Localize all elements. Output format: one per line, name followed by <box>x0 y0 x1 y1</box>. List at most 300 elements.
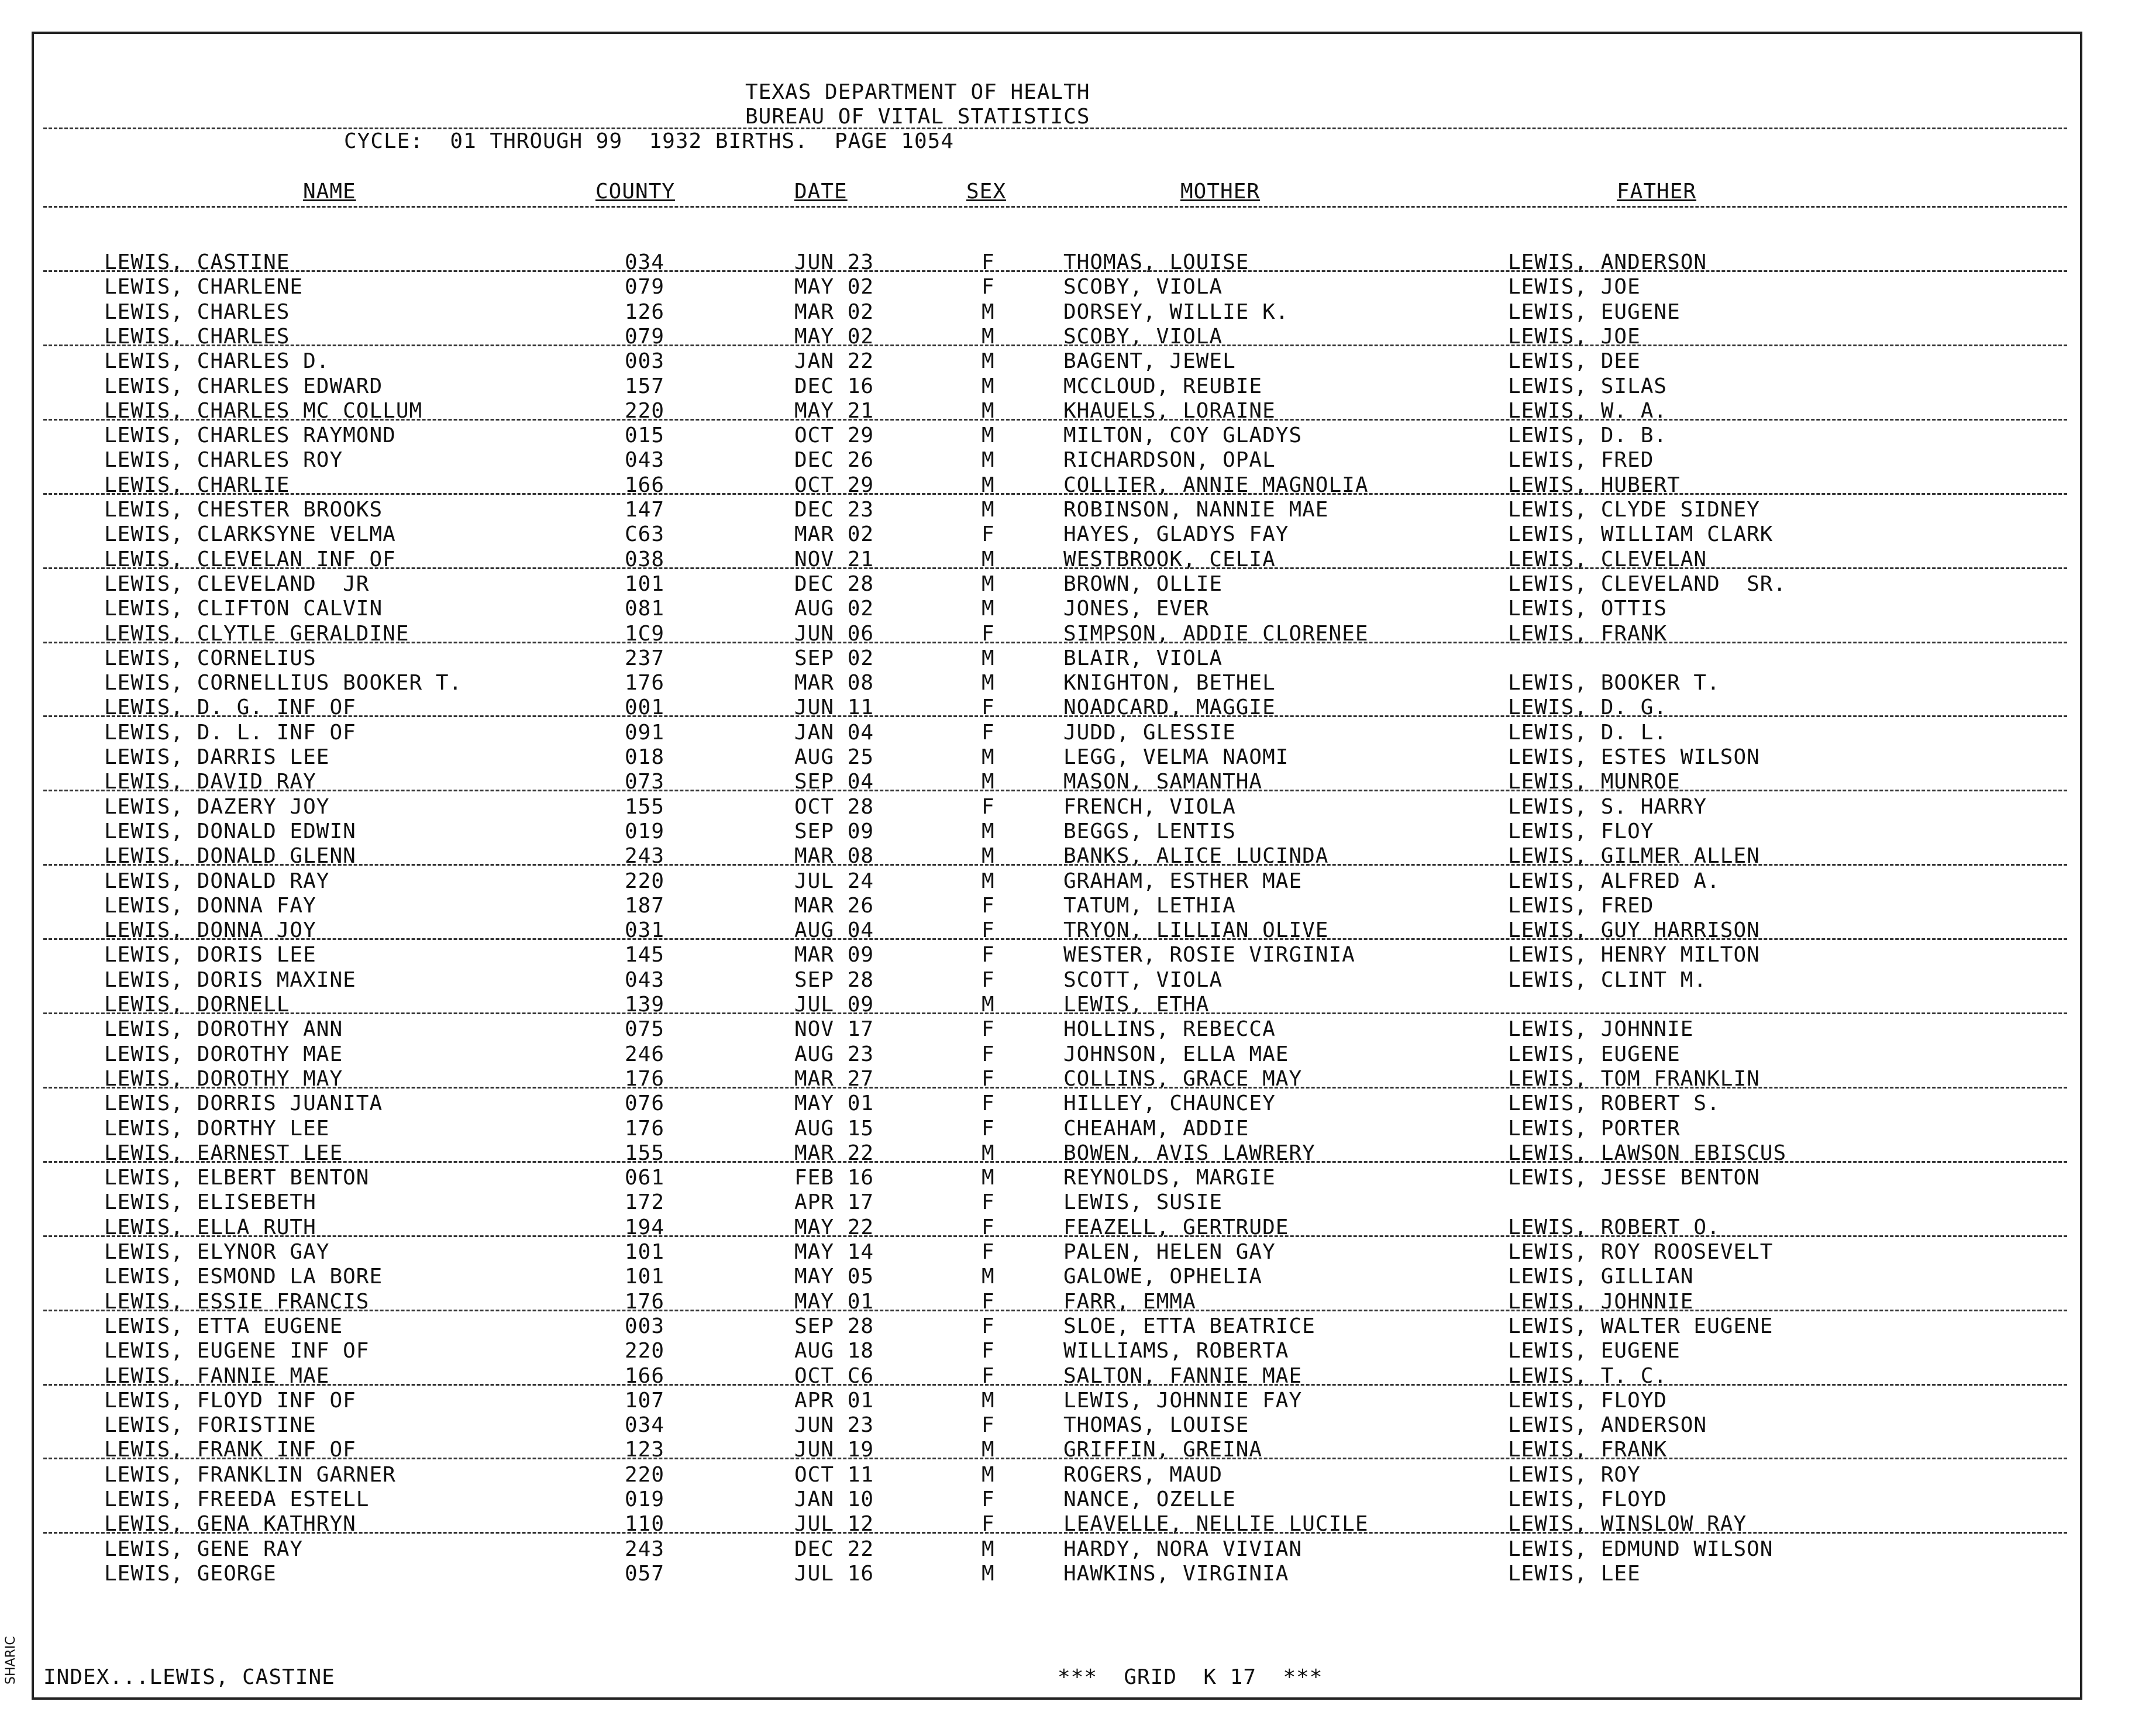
cell-county: 076 <box>625 1091 665 1116</box>
cell-name: LEWIS, ELLA RUTH <box>104 1215 316 1239</box>
table-row <box>34 275 2080 299</box>
column-header-county: COUNTY <box>595 180 676 204</box>
header-bureau: BUREAU OF VITAL STATISTICS <box>745 105 1090 129</box>
cell-county: 003 <box>625 1314 665 1338</box>
cell-sex: F <box>982 918 995 943</box>
cell-date: MAY 22 <box>794 1215 874 1239</box>
cell-father: LEWIS, FLOYD <box>1508 1487 1668 1511</box>
cell-name: LEWIS, FRANKLIN GARNER <box>104 1462 396 1487</box>
cell-date: JUL 16 <box>794 1561 874 1586</box>
cell-mother: JUDD, GLESSIE <box>1063 720 1236 745</box>
cell-name: LEWIS, ELBERT BENTON <box>104 1166 370 1190</box>
cell-sex: F <box>982 1240 995 1264</box>
cell-father: LEWIS, D. L. <box>1508 720 1668 745</box>
cell-mother: MCCLOUD, REUBIE <box>1063 374 1263 398</box>
cell-sex: F <box>982 893 995 918</box>
cell-sex: F <box>982 720 995 745</box>
row-group-divider <box>43 567 2067 569</box>
cell-county: 176 <box>625 1289 665 1314</box>
cell-name: LEWIS, DORTHY LEE <box>104 1116 330 1141</box>
cell-date: JUN 11 <box>794 695 874 720</box>
cell-county: 194 <box>625 1215 665 1239</box>
cell-mother: LEWIS, SUSIE <box>1063 1190 1223 1215</box>
cell-mother: BOWEN, AVIS LAWRERY <box>1063 1141 1316 1165</box>
cell-mother: REYNOLDS, MARGIE <box>1063 1166 1276 1190</box>
cell-name: LEWIS, CHARLES RAYMOND <box>104 423 396 448</box>
column-header-divider <box>43 206 2067 208</box>
cell-county: 043 <box>625 967 665 992</box>
cell-mother: BLAIR, VIOLA <box>1063 646 1223 670</box>
cell-county: 038 <box>625 547 665 571</box>
cell-father: LEWIS, DEE <box>1508 349 1641 374</box>
cell-county: 101 <box>625 1265 665 1289</box>
cell-date: JUN 19 <box>794 1438 874 1462</box>
cell-father: LEWIS, WILLIAM CLARK <box>1508 522 1774 547</box>
cell-date: MAR 22 <box>794 1141 874 1165</box>
table-row <box>34 1413 2080 1438</box>
cell-father: LEWIS, WINSLOW RAY <box>1508 1512 1747 1537</box>
cell-mother: WESTBROOK, CELIA <box>1063 547 1276 571</box>
table-row <box>34 1190 2080 1215</box>
table-row <box>34 448 2080 473</box>
cell-sex: F <box>982 250 995 274</box>
cell-father: LEWIS, FRED <box>1508 893 1654 918</box>
cell-father: LEWIS, CLEVELAN <box>1508 547 1707 571</box>
cell-name: LEWIS, DONNA FAY <box>104 893 316 918</box>
table-row <box>34 721 2080 745</box>
cell-date: MAR 08 <box>794 671 874 695</box>
cell-sex: M <box>982 1388 995 1413</box>
cell-sex: F <box>982 1512 995 1537</box>
cell-sex: F <box>982 943 995 967</box>
cell-name: LEWIS, ESSIE FRANCIS <box>104 1289 370 1314</box>
cell-mother: TRYON, LILLIAN OLIVE <box>1063 918 1329 943</box>
table-row <box>34 819 2080 844</box>
cell-county: 057 <box>625 1561 665 1586</box>
cell-date: MAR 08 <box>794 844 874 869</box>
cell-father: LEWIS, GILLIAN <box>1508 1265 1694 1289</box>
cell-sex: M <box>982 1438 995 1462</box>
cell-county: 079 <box>625 324 665 349</box>
cell-name: LEWIS, DOROTHY MAY <box>104 1066 343 1091</box>
cell-sex: M <box>982 1166 995 1190</box>
cell-father: LEWIS, ROY ROOSEVELT <box>1508 1240 1774 1264</box>
cell-mother: RICHARDSON, OPAL <box>1063 448 1276 473</box>
table-row <box>34 597 2080 621</box>
cell-county: C63 <box>625 522 665 547</box>
cell-date: FEB 16 <box>794 1166 874 1190</box>
cell-father: LEWIS, PORTER <box>1508 1116 1681 1141</box>
cell-mother: COLLINS, GRACE MAY <box>1063 1066 1303 1091</box>
cell-mother: GALOWE, OPHELIA <box>1063 1265 1263 1289</box>
cell-date: MAY 01 <box>794 1289 874 1314</box>
cell-county: 003 <box>625 349 665 374</box>
cell-county: 155 <box>625 794 665 819</box>
cell-mother: BANKS, ALICE LUCINDA <box>1063 844 1329 869</box>
cell-sex: M <box>982 1462 995 1487</box>
cell-mother: KNIGHTON, BETHEL <box>1063 671 1276 695</box>
cell-date: SEP 28 <box>794 1314 874 1338</box>
table-row <box>34 968 2080 993</box>
table-row <box>34 1042 2080 1067</box>
birth-records-table <box>34 250 2080 1596</box>
cell-mother: TATUM, LETHIA <box>1063 893 1236 918</box>
row-group-divider <box>43 1161 2067 1163</box>
cell-sex: M <box>982 1141 995 1165</box>
cell-sex: M <box>982 349 995 374</box>
cell-mother: ROBINSON, NANNIE MAE <box>1063 498 1329 522</box>
table-row <box>34 1314 2080 1339</box>
cell-sex: F <box>982 1042 995 1066</box>
cell-name: LEWIS, EUGENE INF OF <box>104 1339 370 1363</box>
cell-county: 166 <box>625 1363 665 1388</box>
header-department: TEXAS DEPARTMENT OF HEALTH <box>745 80 1090 104</box>
cell-name: LEWIS, DORIS LEE <box>104 943 316 967</box>
cell-father: LEWIS, FRED <box>1508 448 1654 473</box>
cell-father: LEWIS, CLEVELAND SR. <box>1508 571 1787 596</box>
cell-father: LEWIS, EDMUND WILSON <box>1508 1537 1774 1561</box>
cell-mother: CHEAHAM, ADDIE <box>1063 1116 1249 1141</box>
cell-mother: SALTON, FANNIE MAE <box>1063 1363 1303 1388</box>
table-row <box>34 423 2080 448</box>
cell-county: 1C9 <box>625 621 665 646</box>
cell-date: JUN 06 <box>794 621 874 646</box>
row-group-divider <box>43 715 2067 717</box>
cell-sex: F <box>982 695 995 720</box>
cell-father: LEWIS, HUBERT <box>1508 473 1681 497</box>
cell-date: SEP 04 <box>794 770 874 794</box>
cell-father: LEWIS, ALFRED A. <box>1508 869 1720 893</box>
cell-date: JAN 22 <box>794 349 874 374</box>
cell-sex: M <box>982 324 995 349</box>
cell-sex: F <box>982 794 995 819</box>
cell-father: LEWIS, S. HARRY <box>1508 794 1707 819</box>
cell-name: LEWIS, CLIFTON CALVIN <box>104 597 383 621</box>
cell-father: LEWIS, FRANK <box>1508 1438 1668 1462</box>
cell-father: LEWIS, T. C. <box>1508 1363 1668 1388</box>
cell-name: LEWIS, DORNELL <box>104 993 290 1017</box>
cell-county: 220 <box>625 398 665 423</box>
cell-sex: F <box>982 1116 995 1141</box>
cell-name: LEWIS, CHARLES EDWARD <box>104 374 383 398</box>
cell-mother: DORSEY, WILLIE K. <box>1063 299 1289 324</box>
cell-name: LEWIS, CLEVELAN INF OF <box>104 547 396 571</box>
table-row <box>34 1487 2080 1512</box>
cell-father: LEWIS, ESTES WILSON <box>1508 745 1760 769</box>
cell-mother: THOMAS, LOUISE <box>1063 250 1249 274</box>
cell-date: MAY 01 <box>794 1091 874 1116</box>
cell-county: 145 <box>625 943 665 967</box>
cell-father: LEWIS, ROBERT S. <box>1508 1091 1720 1116</box>
cell-father: LEWIS, HENRY MILTON <box>1508 943 1760 967</box>
cell-sex: M <box>982 745 995 769</box>
cell-mother: KHAUELS, LORAINE <box>1063 398 1276 423</box>
cell-mother: LEGG, VELMA NAOMI <box>1063 745 1289 769</box>
cell-date: OCT C6 <box>794 1363 874 1388</box>
cell-date: APR 17 <box>794 1190 874 1215</box>
cell-county: 166 <box>625 473 665 497</box>
cell-county: 220 <box>625 1462 665 1487</box>
table-row <box>34 1166 2080 1190</box>
table-row <box>34 1265 2080 1289</box>
cell-county: 043 <box>625 448 665 473</box>
cell-sex: M <box>982 646 995 670</box>
cell-name: LEWIS, DARRIS LEE <box>104 745 330 769</box>
column-header-name: NAME <box>303 180 356 204</box>
cell-date: JUN 23 <box>794 1413 874 1438</box>
cell-sex: M <box>982 844 995 869</box>
column-header-father: FATHER <box>1617 180 1697 204</box>
cell-name: LEWIS, DOROTHY ANN <box>104 1017 343 1042</box>
cell-father: LEWIS, FLOY <box>1508 819 1654 843</box>
cell-mother: SLOE, ETTA BEATRICE <box>1063 1314 1316 1338</box>
cell-mother: WILLIAMS, ROBERTA <box>1063 1339 1289 1363</box>
cell-county: 018 <box>625 745 665 769</box>
cell-county: 246 <box>625 1042 665 1066</box>
cell-date: OCT 29 <box>794 423 874 448</box>
column-header-date: DATE <box>794 180 848 204</box>
cell-county: 107 <box>625 1388 665 1413</box>
cell-father: LEWIS, LEE <box>1508 1561 1641 1586</box>
cell-date: APR 01 <box>794 1388 874 1413</box>
cell-county: 015 <box>625 423 665 448</box>
cell-date: AUG 23 <box>794 1042 874 1066</box>
cell-sex: M <box>982 423 995 448</box>
cell-sex: F <box>982 1091 995 1116</box>
footer-index: INDEX...LEWIS, CASTINE <box>43 1665 335 1689</box>
row-group-divider <box>43 1384 2067 1386</box>
cell-father: LEWIS, W. A. <box>1508 398 1668 423</box>
cell-name: LEWIS, CHARLES <box>104 299 290 324</box>
cell-name: LEWIS, CHARLES D. <box>104 349 330 374</box>
cell-county: 091 <box>625 720 665 745</box>
row-group-divider <box>43 1458 2067 1459</box>
cell-county: 243 <box>625 844 665 869</box>
cell-father: LEWIS, D. G. <box>1508 695 1668 720</box>
table-row <box>34 1463 2080 1487</box>
cell-county: 237 <box>625 646 665 670</box>
cell-county: 019 <box>625 819 665 843</box>
cell-mother: SCOBY, VIOLA <box>1063 324 1223 349</box>
cell-name: LEWIS, ELISEBETH <box>104 1190 316 1215</box>
cell-father: LEWIS, CLINT M. <box>1508 967 1707 992</box>
cell-date: MAY 02 <box>794 324 874 349</box>
cell-county: 243 <box>625 1537 665 1561</box>
cell-name: LEWIS, CHARLES MC COLLUM <box>104 398 423 423</box>
cell-father: LEWIS, WALTER EUGENE <box>1508 1314 1774 1338</box>
cell-father: LEWIS, FRANK <box>1508 621 1668 646</box>
table-row <box>34 374 2080 399</box>
cell-date: AUG 15 <box>794 1116 874 1141</box>
cell-name: LEWIS, GENA KATHRYN <box>104 1512 356 1537</box>
table-row <box>34 1091 2080 1116</box>
cell-sex: F <box>982 1017 995 1042</box>
table-row <box>34 943 2080 967</box>
row-group-divider <box>43 419 2067 421</box>
cell-name: LEWIS, D. L. INF OF <box>104 720 356 745</box>
cell-county: 110 <box>625 1512 665 1537</box>
cell-county: 073 <box>625 770 665 794</box>
cell-mother: COLLIER, ANNIE MAGNOLIA <box>1063 473 1369 497</box>
cell-county: 001 <box>625 695 665 720</box>
cell-sex: F <box>982 522 995 547</box>
column-header-mother: MOTHER <box>1180 180 1261 204</box>
cell-father: LEWIS, BOOKER T. <box>1508 671 1720 695</box>
cell-father: LEWIS, ROBERT O. <box>1508 1215 1720 1239</box>
cell-father: LEWIS, SILAS <box>1508 374 1668 398</box>
cell-county: 172 <box>625 1190 665 1215</box>
cell-date: OCT 11 <box>794 1462 874 1487</box>
cell-mother: MASON, SAMANTHA <box>1063 770 1263 794</box>
cell-sex: M <box>982 770 995 794</box>
table-row <box>34 671 2080 695</box>
cell-mother: PALEN, HELEN GAY <box>1063 1240 1276 1264</box>
table-row <box>34 745 2080 770</box>
table-row <box>34 572 2080 597</box>
cell-name: LEWIS, CHARLENE <box>104 275 304 299</box>
cell-date: NOV 17 <box>794 1017 874 1042</box>
cell-sex: M <box>982 869 995 893</box>
cell-mother: FEAZELL, GERTRUDE <box>1063 1215 1289 1239</box>
row-group-divider <box>43 493 2067 495</box>
cell-date: DEC 16 <box>794 374 874 398</box>
cell-sex: F <box>982 1066 995 1091</box>
cell-date: AUG 18 <box>794 1339 874 1363</box>
cell-date: SEP 28 <box>794 967 874 992</box>
cell-mother: HOLLINS, REBECCA <box>1063 1017 1276 1042</box>
table-row <box>34 795 2080 819</box>
cell-father: LEWIS, D. B. <box>1508 423 1668 448</box>
table-row <box>34 869 2080 894</box>
cell-sex: M <box>982 1265 995 1289</box>
cell-mother: FRENCH, VIOLA <box>1063 794 1236 819</box>
cell-name: LEWIS, FRANK INF OF <box>104 1438 356 1462</box>
cell-mother: HAYES, GLADYS FAY <box>1063 522 1289 547</box>
cell-county: 101 <box>625 571 665 596</box>
cell-county: 157 <box>625 374 665 398</box>
row-group-divider <box>43 1235 2067 1237</box>
cell-sex: F <box>982 967 995 992</box>
cell-sex: M <box>982 398 995 423</box>
cell-date: OCT 28 <box>794 794 874 819</box>
cell-name: LEWIS, DONALD RAY <box>104 869 330 893</box>
cell-date: MAY 14 <box>794 1240 874 1264</box>
cell-father: LEWIS, TOM FRANKLIN <box>1508 1066 1760 1091</box>
cell-county: 123 <box>625 1438 665 1462</box>
cell-sex: M <box>982 448 995 473</box>
cell-name: LEWIS, CHARLES <box>104 324 290 349</box>
cell-father: LEWIS, EUGENE <box>1508 299 1681 324</box>
table-row <box>34 1537 2080 1562</box>
cell-county: 031 <box>625 918 665 943</box>
cell-name: LEWIS, FREEDA ESTELL <box>104 1487 370 1511</box>
cell-father: LEWIS, LAWSON EBISCUS <box>1508 1141 1787 1165</box>
cell-date: MAR 02 <box>794 299 874 324</box>
row-group-divider <box>43 938 2067 940</box>
cell-name: LEWIS, DAVID RAY <box>104 770 316 794</box>
cell-date: DEC 26 <box>794 448 874 473</box>
table-row <box>34 646 2080 671</box>
cell-sex: F <box>982 1190 995 1215</box>
cell-date: JAN 04 <box>794 720 874 745</box>
cell-date: DEC 22 <box>794 1537 874 1561</box>
cell-county: 176 <box>625 1066 665 1091</box>
row-group-divider <box>43 864 2067 866</box>
cell-county: 034 <box>625 1413 665 1438</box>
cell-mother: NANCE, OZELLE <box>1063 1487 1236 1511</box>
cell-mother: GRAHAM, ESTHER MAE <box>1063 869 1303 893</box>
cell-mother: SCOBY, VIOLA <box>1063 275 1223 299</box>
cell-name: LEWIS, ESMOND LA BORE <box>104 1265 383 1289</box>
cell-father: LEWIS, JOHNNIE <box>1508 1289 1694 1314</box>
cell-mother: LEAVELLE, NELLIE LUCILE <box>1063 1512 1369 1537</box>
cell-mother: HILLEY, CHAUNCEY <box>1063 1091 1276 1116</box>
cell-date: MAR 27 <box>794 1066 874 1091</box>
row-group-divider <box>43 1310 2067 1311</box>
cell-name: LEWIS, CHARLES ROY <box>104 448 343 473</box>
cell-father: LEWIS, ROY <box>1508 1462 1641 1487</box>
cell-mother: NOADCARD, MAGGIE <box>1063 695 1276 720</box>
cell-date: JAN 10 <box>794 1487 874 1511</box>
cell-father: LEWIS, MUNROE <box>1508 770 1681 794</box>
cell-date: MAR 26 <box>794 893 874 918</box>
cell-mother: SIMPSON, ADDIE CLORENEE <box>1063 621 1369 646</box>
cell-father: LEWIS, OTTIS <box>1508 597 1668 621</box>
cell-sex: M <box>982 1537 995 1561</box>
cell-name: LEWIS, D. G. INF OF <box>104 695 356 720</box>
cell-father: LEWIS, ANDERSON <box>1508 250 1707 274</box>
cell-date: SEP 09 <box>794 819 874 843</box>
cell-date: MAY 21 <box>794 398 874 423</box>
cell-date: OCT 29 <box>794 473 874 497</box>
cell-county: 139 <box>625 993 665 1017</box>
cell-county: 081 <box>625 597 665 621</box>
cell-sex: M <box>982 498 995 522</box>
table-row <box>34 349 2080 374</box>
cell-sex: M <box>982 819 995 843</box>
cell-name: LEWIS, CORNELLIUS BOOKER T. <box>104 671 463 695</box>
cell-date: NOV 21 <box>794 547 874 571</box>
cell-county: 220 <box>625 1339 665 1363</box>
cell-father: LEWIS, CLYDE SIDNEY <box>1508 498 1760 522</box>
cell-mother: FARR, EMMA <box>1063 1289 1196 1314</box>
cell-sex: F <box>982 1363 995 1388</box>
cell-name: LEWIS, CLARKSYNE VELMA <box>104 522 396 547</box>
cell-mother: JOHNSON, ELLA MAE <box>1063 1042 1289 1066</box>
cell-sex: F <box>982 1289 995 1314</box>
cell-date: JUL 09 <box>794 993 874 1017</box>
cell-sex: M <box>982 571 995 596</box>
cell-county: 155 <box>625 1141 665 1165</box>
cell-date: DEC 23 <box>794 498 874 522</box>
cell-date: AUG 25 <box>794 745 874 769</box>
cell-name: LEWIS, DOROTHY MAE <box>104 1042 343 1066</box>
cell-county: 075 <box>625 1017 665 1042</box>
cell-name: LEWIS, FORISTINE <box>104 1413 316 1438</box>
cell-name: LEWIS, ETTA EUGENE <box>104 1314 343 1338</box>
cell-sex: M <box>982 1561 995 1586</box>
cell-date: JUL 24 <box>794 869 874 893</box>
table-row <box>34 1389 2080 1413</box>
cell-mother: HARDY, NORA VIVIAN <box>1063 1537 1303 1561</box>
table-row <box>34 300 2080 325</box>
cell-mother: BAGENT, JEWEL <box>1063 349 1236 374</box>
cell-mother: JONES, EVER <box>1063 597 1210 621</box>
cell-father: LEWIS, JOE <box>1508 324 1641 349</box>
row-group-divider <box>43 1012 2067 1014</box>
document-frame <box>32 32 2082 1700</box>
cell-date: MAY 05 <box>794 1265 874 1289</box>
